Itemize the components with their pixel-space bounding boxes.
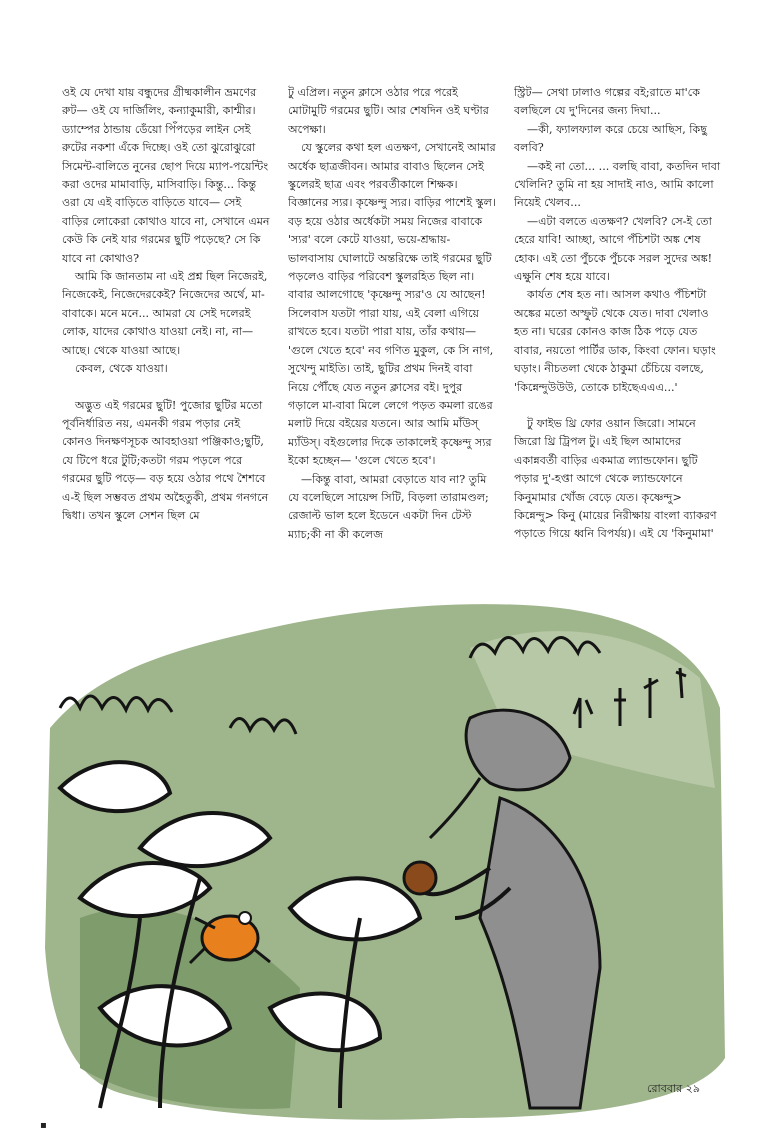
illustration-boy-and-frog [40, 588, 730, 1133]
paragraph: কেবল, থেকে যাওয়া। [75, 362, 168, 376]
paragraph: —এটা বলতে এতক্ষণ? খেলবি? সে-ই তো হেরে যাবি! আচ্ছা, আগে পঁচিশটা অঙ্ক শেষ হোক। এই তো পুঁচকে পুঁচকে সরল সুদের অঙ্ক! এক্ষুনি শেষ হয়ে যাবে। [514, 214, 713, 284]
paragraph: টু ফাইভ থ্রি ফোর ওয়ান জিরো। সামনে জিরো থ্রি ট্রিপল টু। এই ছিল আমাদের একান্নবর্তী বাড়ির একমাত্র ল্যান্ডফোন। ছুটি পড়ার দু'-হপ্তা আগে থেকে ল্যান্ডফোনে কিনুমামার খোঁজ বেড়ে যেত। কৃষ্ণেন্দু> কিন্নেন্দু> কিনু (মায়ের নিরীক্ষায় বাংলা ব্যাকরণ পড়াতে গিয়ে ধ্বনি বিপর্যয়)। এই যে 'কিনুমামা' [514, 416, 717, 541]
paragraph: আমি কি জানতাম না এই প্রশ্ন ছিল নিজেরই, নিজেকেই, নিজেদেরকেই? নিজেদের অর্থে, মা-বাবাকে। মনে মনে... আমরা যে সেই দলেরই লোক, যাদের কোথাও যাওয়া নেই। না, না— আছে। থেকে যাওয়া আছে। [62, 270, 268, 357]
paragraph: অদ্ভুত এই গরমের ছুটি! পুজোর ছুটির মতো পূর্বনির্ধারিত নয়, এমনকী গরম পড়ার নেই কোনও দিনক্ষণসূচক আবহাওয়া পঞ্জিকাও;ছুটি, যে টিপে ধরে টুটি;কতটা গরম পড়লে পরে গরমের ছুটি পড়ে— বড় হয়ে ওঠার পথে শৈশবে এ-ই ছিল সম্ভবত প্রথম অহৈতুকী, প্রথম গনগনে দ্বিধা। তখন স্কুলে সেশন ছিল মে [62, 398, 269, 522]
paragraph: যে স্কুলের কথা হল এতক্ষণ, সেখানেই আমার অর্ধেক ছাত্রজীবন। আমার বাবাও ছিলেন সেই স্কুলেরই ছাত্র এবং পরবর্তীকালে শিক্ষক। বিজ্ঞানের স্যর। কৃষ্ণেন্দু স্যর। বাড়ির পাশেই স্কুল। বড় হয়ে ওঠার অর্ধেকটা সময় নিজের বাবাকে 'স্যর' বলে কেটে যাওয়া, ভয়ে-শ্রদ্ধায়-ভালবাসায় ঘোলাটে অন্তরিক্ষে তাই গরমের ছুটি পড়লেও বাড়ির পরিবেশ স্কুলরহিত ছিল না। বাবার আলগোছে 'কৃষ্ণেন্দু স্যর'ও যে আছেন! সিলেবাস যতটা পারা যায়, এই বেলা এগিয়ে রাখতে হবে। যতটা পারা যায়, তাঁর কথায়— 'গুলে খেতে হবে' নব গণিত মুকুল, কে সি নাগ, সুখেন্দু মাইতি। তাই, ছুটির প্রথম দিনই বাবা নিয়ে পৌঁছে যেত নতুন ক্লাসের বই। দুপুর গড়ালে মা-বাবা মিলে লেগে পড়ত কমলা রঙের মলাট দিয়ে বইয়ের যতনে। আর আমি মাঁউস্ ম্যাঁউস্। বইগুলোর দিকে তাকালেই কৃষ্ণেন্দু স্যর ইকো হচ্ছেন— 'গুলে খেতে হবে'। [288, 141, 496, 468]
illustration-canvas [40, 588, 730, 1133]
corner-mark: ▪ [40, 1120, 47, 1131]
paragraph: ওই যে দেখা যায় বন্ধুদের গ্রীষ্মকালীন ভ্রমণের রুট— ওই যে দার্জিলিং, কন্যাকুমারী, কাশ্মীর। ড্যাম্পের ঠান্ডায় ডেঁয়ো পিঁপড়ের লাইন সেই রুটের নকশা এঁকে দিচ্ছে। ওই তো ঝুরোঝুরো সিমেন্ট-বালিতে নুনের ছোপ দিয়ে ম্যাপ-পয়েন্টিং করা ওদের মামাবাড়ি, মাসিবাড়ি। কিন্তু... কিন্তু ওরা যে এই বাড়িতে বাড়িতে যাবে— সেই বাড়ির লোকেরা কোথাও যাবে না, সেখানে এমন কেউ কি নেই যার গরমের ছুটি পড়েছে? সে কি যাবে না কোথাও? [62, 86, 270, 265]
paragraph: —কই না তো... ... বলছি বাবা, কতদিন দাবা খেলিনি? তুমি না হয় সাদাই নাও, আমি কালো নিয়েই খেলব... [514, 159, 721, 210]
article-columns [62, 84, 722, 584]
article-column-1 [62, 84, 270, 584]
paragraph: টু এপ্রিল। নতুন ক্লাসে ওঠার পরে পরেই মোটামুটি গরমের ছুটি। আর শেষদিন ওই ঘণ্টার অপেক্ষা। [288, 86, 489, 136]
page-number-label: রোববার ২৯ [647, 1082, 700, 1095]
paragraph-gap [514, 397, 722, 415]
paragraph-gap [62, 379, 270, 397]
article-column-2 [288, 84, 496, 584]
paragraph: কার্যত শেষ হত না। আসল কথাও পঁচিশটা অঙ্কের মতো অস্ফুট থেকে যেত। দাবা খেলাও হত না। ঘরের কোনও কাজ ঠিক পড়ে যেত বাবার, নয়তো পার্টির ডাক, কিংবা ফোন। ঘড়াং ঘড়াং। নীচতলা থেকে ঠাকুমা চেঁচিয়ে বলছে, 'কিন্নেন্দুউউউ, তোকে চাইছেএএএ...' [514, 288, 716, 394]
paragraph: —কী, ফ্যালফ্যাল করে চেয়ে আছিস, কিছু বলবি? [514, 122, 707, 155]
article-column-3 [514, 84, 722, 584]
paragraph: স্ট্রিট— সেথা ঢালাও গল্পের বই;রাতে মা'কে বলছিলে যে দু'দিনের জন্য দিঘা... [514, 86, 700, 118]
paragraph: —কিন্তু বাবা, আমরা বেড়াতে যাব না? তুমি যে বলেছিলে সায়েন্স সিটি, বিড়লা তারামণ্ডল; রেজাল্ট ভাল হলে ইডেনে একটা দিন টেস্ট ম্যাচ;কী না কী কলেজ [288, 472, 489, 541]
